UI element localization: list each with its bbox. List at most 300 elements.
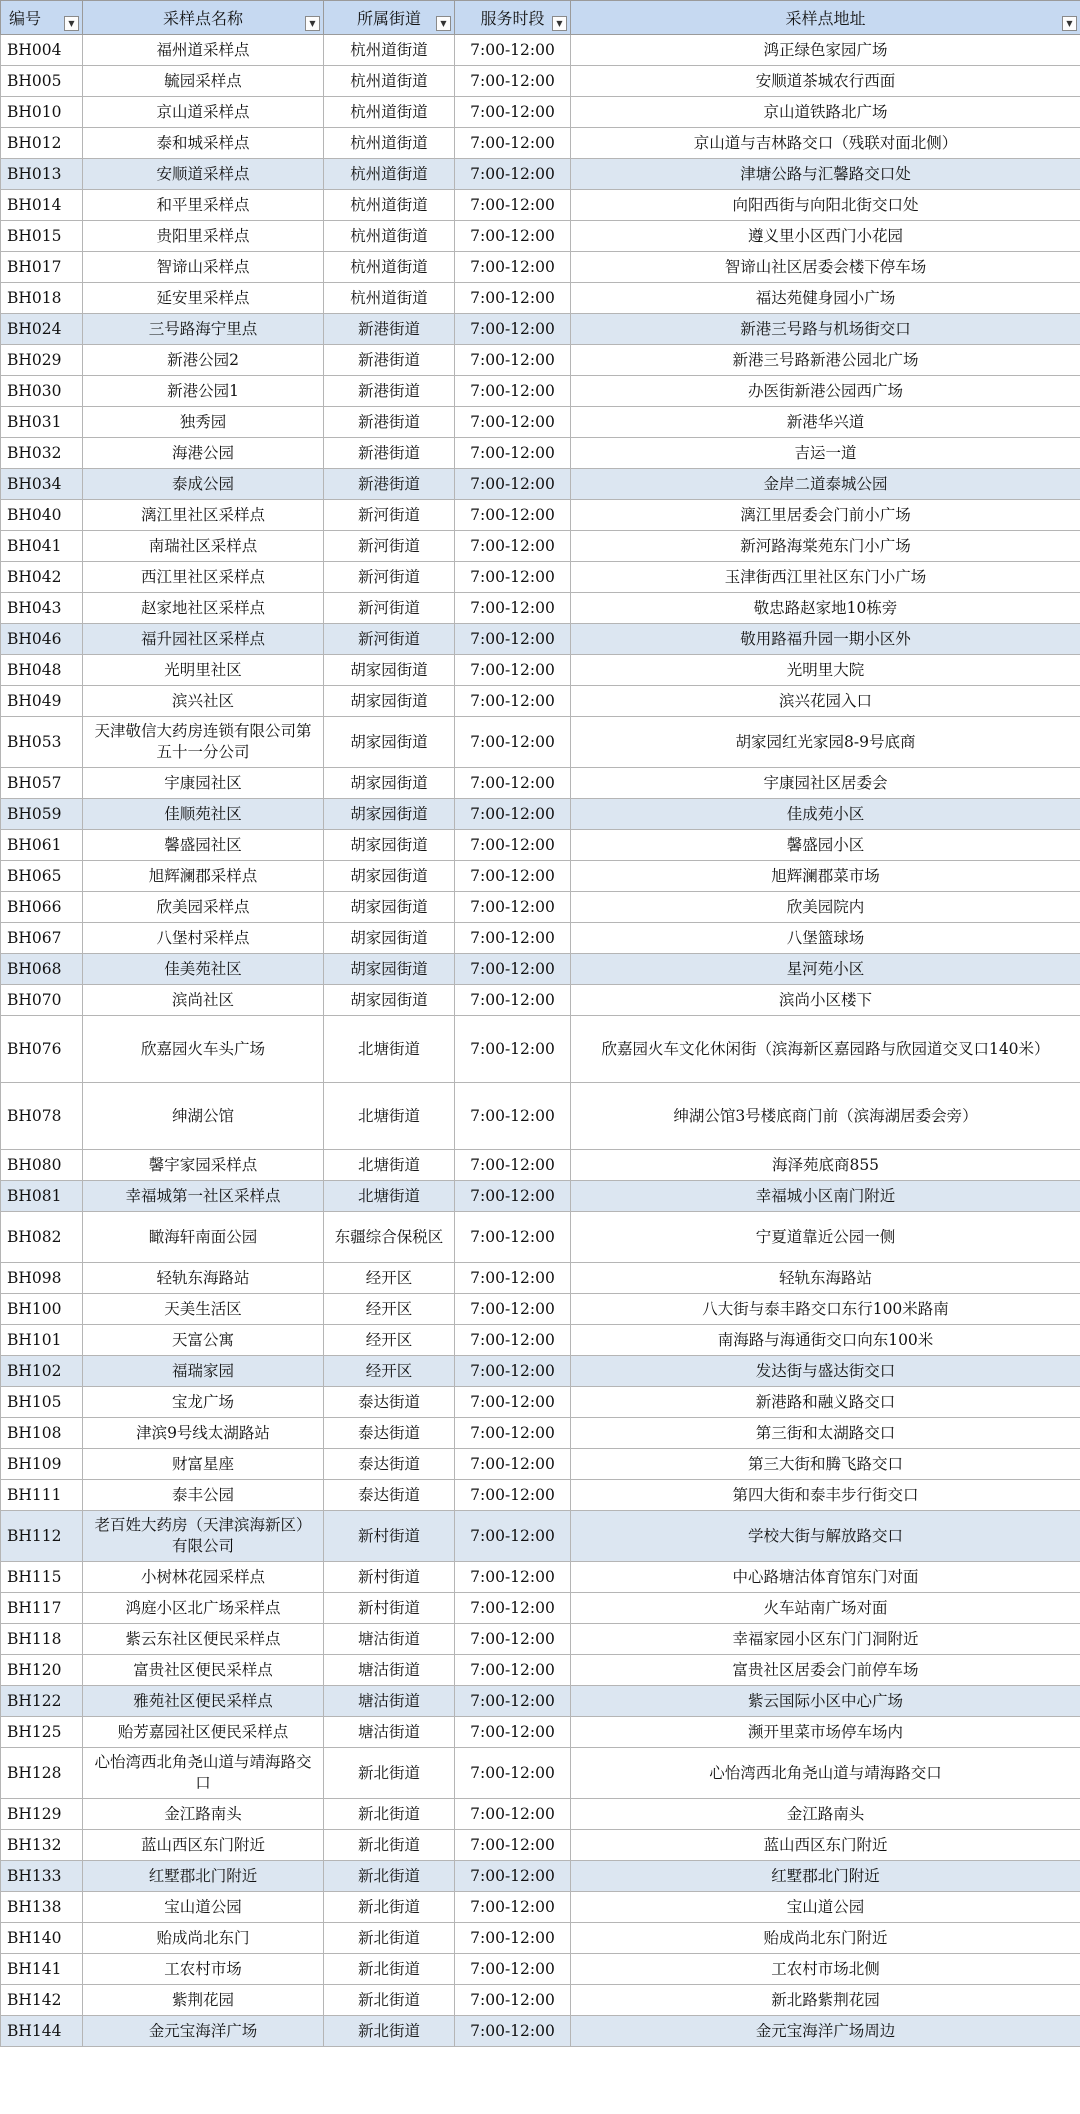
cell-address[interactable]: 欣嘉园火车文化休闲街（滨海新区嘉园路与欣园道交叉口140米）: [571, 1016, 1080, 1083]
cell-name[interactable]: 蓝山西区东门附近: [83, 1830, 324, 1861]
cell-address[interactable]: 鸿正绿色家园广场: [571, 35, 1080, 66]
cell-street[interactable]: 新村街道: [324, 1511, 455, 1562]
cell-time[interactable]: 7:00-12:00: [455, 1655, 571, 1686]
cell-street[interactable]: 东疆综合保税区: [324, 1212, 455, 1263]
cell-address[interactable]: 敬忠路赵家地10栋旁: [571, 593, 1080, 624]
cell-time[interactable]: 7:00-12:00: [455, 128, 571, 159]
cell-id[interactable]: BH070: [1, 985, 83, 1016]
cell-street[interactable]: 杭州道街道: [324, 190, 455, 221]
cell-street[interactable]: 新村街道: [324, 1562, 455, 1593]
filter-dropdown-icon[interactable]: ▼: [552, 16, 567, 31]
cell-name[interactable]: 京山道采样点: [83, 97, 324, 128]
cell-address[interactable]: 心怡湾西北角尧山道与靖海路交口: [571, 1748, 1080, 1799]
cell-name[interactable]: 延安里采样点: [83, 283, 324, 314]
cell-time[interactable]: 7:00-12:00: [455, 190, 571, 221]
cell-address[interactable]: 贻成尚北东门附近: [571, 1923, 1080, 1954]
cell-address[interactable]: 安顺道茶城农行西面: [571, 66, 1080, 97]
cell-street[interactable]: 胡家园街道: [324, 799, 455, 830]
cell-id[interactable]: BH031: [1, 407, 83, 438]
cell-address[interactable]: 馨盛园小区: [571, 830, 1080, 861]
cell-name[interactable]: 金元宝海洋广场: [83, 2016, 324, 2047]
cell-address[interactable]: 蓝山西区东门附近: [571, 1830, 1080, 1861]
cell-time[interactable]: 7:00-12:00: [455, 1799, 571, 1830]
cell-street[interactable]: 胡家园街道: [324, 655, 455, 686]
cell-time[interactable]: 7:00-12:00: [455, 1387, 571, 1418]
cell-id[interactable]: BH061: [1, 830, 83, 861]
cell-street[interactable]: 杭州道街道: [324, 128, 455, 159]
cell-id[interactable]: BH120: [1, 1655, 83, 1686]
cell-id[interactable]: BH004: [1, 35, 83, 66]
filter-dropdown-icon[interactable]: ▼: [305, 16, 320, 31]
cell-address[interactable]: 新港三号路与机场街交口: [571, 314, 1080, 345]
cell-street[interactable]: 北塘街道: [324, 1016, 455, 1083]
cell-time[interactable]: 7:00-12:00: [455, 500, 571, 531]
cell-name[interactable]: 福瑞家园: [83, 1356, 324, 1387]
cell-address[interactable]: 向阳西街与向阳北街交口处: [571, 190, 1080, 221]
header-cell-name[interactable]: [83, 1, 324, 35]
cell-id[interactable]: BH128: [1, 1748, 83, 1799]
cell-address[interactable]: 富贵社区居委会门前停车场: [571, 1655, 1080, 1686]
cell-street[interactable]: 胡家园街道: [324, 830, 455, 861]
cell-time[interactable]: 7:00-12:00: [455, 531, 571, 562]
cell-id[interactable]: BH048: [1, 655, 83, 686]
cell-id[interactable]: BH142: [1, 1985, 83, 2016]
cell-time[interactable]: 7:00-12:00: [455, 1449, 571, 1480]
cell-id[interactable]: BH101: [1, 1325, 83, 1356]
cell-street[interactable]: 新河街道: [324, 562, 455, 593]
cell-address[interactable]: 漓江里居委会门前小广场: [571, 500, 1080, 531]
cell-id[interactable]: BH034: [1, 469, 83, 500]
cell-time[interactable]: 7:00-12:00: [455, 283, 571, 314]
cell-name[interactable]: 馨盛园社区: [83, 830, 324, 861]
cell-street[interactable]: 塘沽街道: [324, 1717, 455, 1748]
cell-street[interactable]: 胡家园街道: [324, 768, 455, 799]
cell-address[interactable]: 学校大街与解放路交口: [571, 1511, 1080, 1562]
cell-address[interactable]: 海泽苑底商855: [571, 1150, 1080, 1181]
cell-id[interactable]: BH066: [1, 892, 83, 923]
cell-street[interactable]: 胡家园街道: [324, 985, 455, 1016]
cell-address[interactable]: 金江路南头: [571, 1799, 1080, 1830]
cell-name[interactable]: 海港公园: [83, 438, 324, 469]
cell-address[interactable]: 滨兴花园入口: [571, 686, 1080, 717]
cell-id[interactable]: BH132: [1, 1830, 83, 1861]
cell-time[interactable]: 7:00-12:00: [455, 717, 571, 768]
cell-name[interactable]: 宇康园社区: [83, 768, 324, 799]
cell-name[interactable]: 天富公寓: [83, 1325, 324, 1356]
cell-street[interactable]: 新北街道: [324, 1830, 455, 1861]
cell-street[interactable]: 新港街道: [324, 376, 455, 407]
cell-street[interactable]: 杭州道街道: [324, 97, 455, 128]
cell-time[interactable]: 7:00-12:00: [455, 1181, 571, 1212]
cell-address[interactable]: 津塘公路与汇馨路交口处: [571, 159, 1080, 190]
cell-name[interactable]: 贻成尚北东门: [83, 1923, 324, 1954]
cell-address[interactable]: 南海路与海通街交口向东100米: [571, 1325, 1080, 1356]
cell-street[interactable]: 杭州道街道: [324, 66, 455, 97]
cell-street[interactable]: 新北街道: [324, 1748, 455, 1799]
cell-id[interactable]: BH043: [1, 593, 83, 624]
cell-street[interactable]: 胡家园街道: [324, 861, 455, 892]
filter-dropdown-icon[interactable]: ▼: [1062, 16, 1077, 31]
cell-time[interactable]: 7:00-12:00: [455, 1263, 571, 1294]
cell-address[interactable]: 幸福城小区南门附近: [571, 1181, 1080, 1212]
cell-street[interactable]: 新村街道: [324, 1593, 455, 1624]
cell-address[interactable]: 轻轨东海路站: [571, 1263, 1080, 1294]
cell-street[interactable]: 杭州道街道: [324, 252, 455, 283]
cell-time[interactable]: 7:00-12:00: [455, 1083, 571, 1150]
cell-id[interactable]: BH065: [1, 861, 83, 892]
cell-name[interactable]: 紫云东社区便民采样点: [83, 1624, 324, 1655]
cell-id[interactable]: BH005: [1, 66, 83, 97]
cell-address[interactable]: 幸福家园小区东门门洞附近: [571, 1624, 1080, 1655]
cell-address[interactable]: 红墅郡北门附近: [571, 1861, 1080, 1892]
cell-address[interactable]: 遵义里小区西门小花园: [571, 221, 1080, 252]
cell-address[interactable]: 京山道与吉林路交口（残联对面北侧）: [571, 128, 1080, 159]
cell-name[interactable]: 贻芳嘉园社区便民采样点: [83, 1717, 324, 1748]
cell-id[interactable]: BH010: [1, 97, 83, 128]
cell-time[interactable]: 7:00-12:00: [455, 1418, 571, 1449]
cell-id[interactable]: BH115: [1, 1562, 83, 1593]
cell-address[interactable]: 玉津街西江里社区东门小广场: [571, 562, 1080, 593]
cell-name[interactable]: 光明里社区: [83, 655, 324, 686]
cell-street[interactable]: 新北街道: [324, 1861, 455, 1892]
cell-name[interactable]: 滨兴社区: [83, 686, 324, 717]
cell-address[interactable]: 吉运一道: [571, 438, 1080, 469]
cell-name[interactable]: 和平里采样点: [83, 190, 324, 221]
cell-id[interactable]: BH067: [1, 923, 83, 954]
cell-time[interactable]: 7:00-12:00: [455, 892, 571, 923]
cell-id[interactable]: BH057: [1, 768, 83, 799]
cell-time[interactable]: 7:00-12:00: [455, 252, 571, 283]
cell-id[interactable]: BH138: [1, 1892, 83, 1923]
header-cell-id[interactable]: [1, 1, 83, 35]
cell-id[interactable]: BH030: [1, 376, 83, 407]
cell-street[interactable]: 经开区: [324, 1294, 455, 1325]
cell-street[interactable]: 塘沽街道: [324, 1655, 455, 1686]
cell-time[interactable]: 7:00-12:00: [455, 345, 571, 376]
cell-time[interactable]: 7:00-12:00: [455, 1593, 571, 1624]
cell-address[interactable]: 宝山道公园: [571, 1892, 1080, 1923]
cell-street[interactable]: 新河街道: [324, 500, 455, 531]
cell-time[interactable]: 7:00-12:00: [455, 593, 571, 624]
cell-name[interactable]: 智谛山采样点: [83, 252, 324, 283]
cell-street[interactable]: 经开区: [324, 1325, 455, 1356]
cell-name[interactable]: 佳美苑社区: [83, 954, 324, 985]
cell-street[interactable]: 经开区: [324, 1263, 455, 1294]
cell-street[interactable]: 杭州道街道: [324, 159, 455, 190]
cell-name[interactable]: 贵阳里采样点: [83, 221, 324, 252]
cell-street[interactable]: 新港街道: [324, 469, 455, 500]
cell-time[interactable]: 7:00-12:00: [455, 562, 571, 593]
cell-address[interactable]: 星河苑小区: [571, 954, 1080, 985]
cell-time[interactable]: 7:00-12:00: [455, 923, 571, 954]
cell-address[interactable]: 欣美园院内: [571, 892, 1080, 923]
cell-street[interactable]: 北塘街道: [324, 1150, 455, 1181]
cell-street[interactable]: 胡家园街道: [324, 717, 455, 768]
cell-id[interactable]: BH068: [1, 954, 83, 985]
filter-dropdown-icon[interactable]: ▼: [64, 16, 79, 31]
cell-address[interactable]: 第三大街和腾飞路交口: [571, 1449, 1080, 1480]
cell-id[interactable]: BH109: [1, 1449, 83, 1480]
cell-id[interactable]: BH041: [1, 531, 83, 562]
cell-time[interactable]: 7:00-12:00: [455, 159, 571, 190]
cell-address[interactable]: 金岸二道泰城公园: [571, 469, 1080, 500]
cell-time[interactable]: 7:00-12:00: [455, 1923, 571, 1954]
cell-name[interactable]: 三号路海宁里点: [83, 314, 324, 345]
cell-street[interactable]: 杭州道街道: [324, 283, 455, 314]
cell-name[interactable]: 安顺道采样点: [83, 159, 324, 190]
cell-time[interactable]: 7:00-12:00: [455, 655, 571, 686]
cell-time[interactable]: 7:00-12:00: [455, 35, 571, 66]
cell-address[interactable]: 敬用路福升园一期小区外: [571, 624, 1080, 655]
cell-name[interactable]: 八堡村采样点: [83, 923, 324, 954]
cell-id[interactable]: BH076: [1, 1016, 83, 1083]
cell-street[interactable]: 泰达街道: [324, 1418, 455, 1449]
cell-name[interactable]: 泰和城采样点: [83, 128, 324, 159]
cell-time[interactable]: 7:00-12:00: [455, 1016, 571, 1083]
cell-name[interactable]: 南瑞社区采样点: [83, 531, 324, 562]
cell-address[interactable]: 中心路塘沽体育馆东门对面: [571, 1562, 1080, 1593]
cell-name[interactable]: 福州道采样点: [83, 35, 324, 66]
cell-street[interactable]: 新北街道: [324, 1985, 455, 2016]
cell-time[interactable]: 7:00-12:00: [455, 2016, 571, 2047]
cell-id[interactable]: BH102: [1, 1356, 83, 1387]
cell-name[interactable]: 赵家地社区采样点: [83, 593, 324, 624]
cell-time[interactable]: 7:00-12:00: [455, 799, 571, 830]
cell-street[interactable]: 经开区: [324, 1356, 455, 1387]
cell-time[interactable]: 7:00-12:00: [455, 1511, 571, 1562]
cell-address[interactable]: 紫云国际小区中心广场: [571, 1686, 1080, 1717]
cell-id[interactable]: BH105: [1, 1387, 83, 1418]
cell-name[interactable]: 毓园采样点: [83, 66, 324, 97]
cell-id[interactable]: BH014: [1, 190, 83, 221]
cell-id[interactable]: BH144: [1, 2016, 83, 2047]
cell-name[interactable]: 佳顺苑社区: [83, 799, 324, 830]
cell-time[interactable]: 7:00-12:00: [455, 1325, 571, 1356]
cell-street[interactable]: 新港街道: [324, 438, 455, 469]
cell-name[interactable]: 福升园社区采样点: [83, 624, 324, 655]
cell-id[interactable]: BH032: [1, 438, 83, 469]
cell-time[interactable]: 7:00-12:00: [455, 221, 571, 252]
cell-time[interactable]: 7:00-12:00: [455, 97, 571, 128]
cell-time[interactable]: 7:00-12:00: [455, 1212, 571, 1263]
cell-name[interactable]: 老百姓大药房（天津滨海新区）有限公司: [83, 1511, 324, 1562]
cell-time[interactable]: 7:00-12:00: [455, 686, 571, 717]
cell-street[interactable]: 胡家园街道: [324, 954, 455, 985]
cell-id[interactable]: BH129: [1, 1799, 83, 1830]
cell-time[interactable]: 7:00-12:00: [455, 954, 571, 985]
cell-street[interactable]: 泰达街道: [324, 1480, 455, 1511]
cell-id[interactable]: BH040: [1, 500, 83, 531]
cell-id[interactable]: BH140: [1, 1923, 83, 1954]
cell-id[interactable]: BH117: [1, 1593, 83, 1624]
cell-address[interactable]: 佳成苑小区: [571, 799, 1080, 830]
cell-street[interactable]: 泰达街道: [324, 1449, 455, 1480]
header-cell-address[interactable]: [571, 1, 1080, 35]
cell-address[interactable]: 八堡篮球场: [571, 923, 1080, 954]
cell-name[interactable]: 新港公园2: [83, 345, 324, 376]
cell-time[interactable]: 7:00-12:00: [455, 1686, 571, 1717]
cell-id[interactable]: BH133: [1, 1861, 83, 1892]
cell-street[interactable]: 杭州道街道: [324, 221, 455, 252]
cell-address[interactable]: 新北路紫荆花园: [571, 1985, 1080, 2016]
cell-time[interactable]: 7:00-12:00: [455, 1294, 571, 1325]
cell-name[interactable]: 瞰海轩南面公园: [83, 1212, 324, 1263]
cell-id[interactable]: BH080: [1, 1150, 83, 1181]
cell-name[interactable]: 轻轨东海路站: [83, 1263, 324, 1294]
cell-street[interactable]: 新港街道: [324, 314, 455, 345]
cell-address[interactable]: 工农村市场北侧: [571, 1954, 1080, 1985]
cell-address[interactable]: 宇康园社区居委会: [571, 768, 1080, 799]
cell-time[interactable]: 7:00-12:00: [455, 830, 571, 861]
cell-name[interactable]: 新港公园1: [83, 376, 324, 407]
cell-address[interactable]: 八大街与泰丰路交口东行100米路南: [571, 1294, 1080, 1325]
cell-name[interactable]: 津滨9号线太湖路站: [83, 1418, 324, 1449]
cell-time[interactable]: 7:00-12:00: [455, 407, 571, 438]
cell-street[interactable]: 新港街道: [324, 345, 455, 376]
cell-id[interactable]: BH081: [1, 1181, 83, 1212]
cell-street[interactable]: 杭州道街道: [324, 35, 455, 66]
cell-address[interactable]: 金元宝海洋广场周边: [571, 2016, 1080, 2047]
cell-time[interactable]: 7:00-12:00: [455, 861, 571, 892]
cell-id[interactable]: BH098: [1, 1263, 83, 1294]
cell-street[interactable]: 塘沽街道: [324, 1624, 455, 1655]
cell-name[interactable]: 绅湖公馆: [83, 1083, 324, 1150]
cell-id[interactable]: BH141: [1, 1954, 83, 1985]
cell-id[interactable]: BH029: [1, 345, 83, 376]
header-cell-time[interactable]: [455, 1, 571, 35]
cell-time[interactable]: 7:00-12:00: [455, 1830, 571, 1861]
cell-street[interactable]: 北塘街道: [324, 1181, 455, 1212]
cell-id[interactable]: BH018: [1, 283, 83, 314]
cell-id[interactable]: BH125: [1, 1717, 83, 1748]
cell-address[interactable]: 火车站南广场对面: [571, 1593, 1080, 1624]
cell-street[interactable]: 塘沽街道: [324, 1686, 455, 1717]
cell-id[interactable]: BH122: [1, 1686, 83, 1717]
cell-time[interactable]: 7:00-12:00: [455, 1562, 571, 1593]
cell-time[interactable]: 7:00-12:00: [455, 1480, 571, 1511]
cell-address[interactable]: 新河路海棠苑东门小广场: [571, 531, 1080, 562]
cell-id[interactable]: BH017: [1, 252, 83, 283]
cell-name[interactable]: 滨尚社区: [83, 985, 324, 1016]
cell-address[interactable]: 绅湖公馆3号楼底商门前（滨海湖居委会旁）: [571, 1083, 1080, 1150]
cell-address[interactable]: 发达街与盛达街交口: [571, 1356, 1080, 1387]
cell-address[interactable]: 濒开里菜市场停车场内: [571, 1717, 1080, 1748]
cell-name[interactable]: 红墅郡北门附近: [83, 1861, 324, 1892]
cell-time[interactable]: 7:00-12:00: [455, 66, 571, 97]
cell-id[interactable]: BH024: [1, 314, 83, 345]
cell-id[interactable]: BH013: [1, 159, 83, 190]
cell-id[interactable]: BH059: [1, 799, 83, 830]
cell-name[interactable]: 幸福城第一社区采样点: [83, 1181, 324, 1212]
cell-street[interactable]: 新河街道: [324, 593, 455, 624]
cell-name[interactable]: 宝山道公园: [83, 1892, 324, 1923]
cell-id[interactable]: BH108: [1, 1418, 83, 1449]
cell-name[interactable]: 金江路南头: [83, 1799, 324, 1830]
cell-id[interactable]: BH012: [1, 128, 83, 159]
cell-time[interactable]: 7:00-12:00: [455, 469, 571, 500]
cell-name[interactable]: 工农村市场: [83, 1954, 324, 1985]
cell-id[interactable]: BH118: [1, 1624, 83, 1655]
cell-address[interactable]: 宁夏道靠近公园一侧: [571, 1212, 1080, 1263]
cell-time[interactable]: 7:00-12:00: [455, 624, 571, 655]
cell-street[interactable]: 新北街道: [324, 1892, 455, 1923]
cell-street[interactable]: 胡家园街道: [324, 923, 455, 954]
cell-street[interactable]: 新港街道: [324, 407, 455, 438]
cell-time[interactable]: 7:00-12:00: [455, 1954, 571, 1985]
cell-time[interactable]: 7:00-12:00: [455, 1748, 571, 1799]
cell-time[interactable]: 7:00-12:00: [455, 376, 571, 407]
cell-id[interactable]: BH078: [1, 1083, 83, 1150]
cell-address[interactable]: 新港华兴道: [571, 407, 1080, 438]
cell-street[interactable]: 新北街道: [324, 1923, 455, 1954]
cell-time[interactable]: 7:00-12:00: [455, 1356, 571, 1387]
filter-dropdown-icon[interactable]: ▼: [436, 16, 451, 31]
cell-time[interactable]: 7:00-12:00: [455, 1717, 571, 1748]
cell-address[interactable]: 光明里大院: [571, 655, 1080, 686]
cell-time[interactable]: 7:00-12:00: [455, 1861, 571, 1892]
cell-street[interactable]: 胡家园街道: [324, 892, 455, 923]
cell-name[interactable]: 西江里社区采样点: [83, 562, 324, 593]
cell-time[interactable]: 7:00-12:00: [455, 1624, 571, 1655]
header-cell-street[interactable]: [324, 1, 455, 35]
cell-name[interactable]: 欣嘉园火车头广场: [83, 1016, 324, 1083]
cell-address[interactable]: 滨尚小区楼下: [571, 985, 1080, 1016]
cell-name[interactable]: 欣美园采样点: [83, 892, 324, 923]
cell-id[interactable]: BH042: [1, 562, 83, 593]
cell-street[interactable]: 新河街道: [324, 624, 455, 655]
cell-name[interactable]: 天美生活区: [83, 1294, 324, 1325]
cell-address[interactable]: 胡家园红光家园8-9号底商: [571, 717, 1080, 768]
cell-address[interactable]: 旭辉澜郡菜市场: [571, 861, 1080, 892]
cell-address[interactable]: 办医街新港公园西广场: [571, 376, 1080, 407]
cell-address[interactable]: 新港三号路新港公园北广场: [571, 345, 1080, 376]
cell-street[interactable]: 新北街道: [324, 2016, 455, 2047]
cell-name[interactable]: 宝龙广场: [83, 1387, 324, 1418]
cell-id[interactable]: BH111: [1, 1480, 83, 1511]
cell-name[interactable]: 小树林花园采样点: [83, 1562, 324, 1593]
cell-name[interactable]: 雅苑社区便民采样点: [83, 1686, 324, 1717]
cell-id[interactable]: BH100: [1, 1294, 83, 1325]
cell-time[interactable]: 7:00-12:00: [455, 1892, 571, 1923]
cell-name[interactable]: 漓江里社区采样点: [83, 500, 324, 531]
cell-street[interactable]: 新河街道: [324, 531, 455, 562]
cell-address[interactable]: 京山道铁路北广场: [571, 97, 1080, 128]
cell-street[interactable]: 泰达街道: [324, 1387, 455, 1418]
cell-name[interactable]: 富贵社区便民采样点: [83, 1655, 324, 1686]
cell-time[interactable]: 7:00-12:00: [455, 1985, 571, 2016]
cell-address[interactable]: 第四大街和泰丰步行街交口: [571, 1480, 1080, 1511]
cell-name[interactable]: 财富星座: [83, 1449, 324, 1480]
cell-name[interactable]: 旭辉澜郡采样点: [83, 861, 324, 892]
cell-name[interactable]: 泰成公园: [83, 469, 324, 500]
cell-time[interactable]: 7:00-12:00: [455, 438, 571, 469]
cell-name[interactable]: 馨宇家园采样点: [83, 1150, 324, 1181]
cell-id[interactable]: BH046: [1, 624, 83, 655]
cell-address[interactable]: 第三街和太湖路交口: [571, 1418, 1080, 1449]
cell-street[interactable]: 新北街道: [324, 1799, 455, 1830]
cell-id[interactable]: BH112: [1, 1511, 83, 1562]
cell-street[interactable]: 胡家园街道: [324, 686, 455, 717]
cell-street[interactable]: 北塘街道: [324, 1083, 455, 1150]
cell-address[interactable]: 福达苑健身园小广场: [571, 283, 1080, 314]
cell-address[interactable]: 新港路和融义路交口: [571, 1387, 1080, 1418]
cell-name[interactable]: 泰丰公园: [83, 1480, 324, 1511]
cell-id[interactable]: BH049: [1, 686, 83, 717]
cell-name[interactable]: 紫荆花园: [83, 1985, 324, 2016]
cell-name[interactable]: 鸿庭小区北广场采样点: [83, 1593, 324, 1624]
cell-street[interactable]: 新北街道: [324, 1954, 455, 1985]
cell-id[interactable]: BH053: [1, 717, 83, 768]
